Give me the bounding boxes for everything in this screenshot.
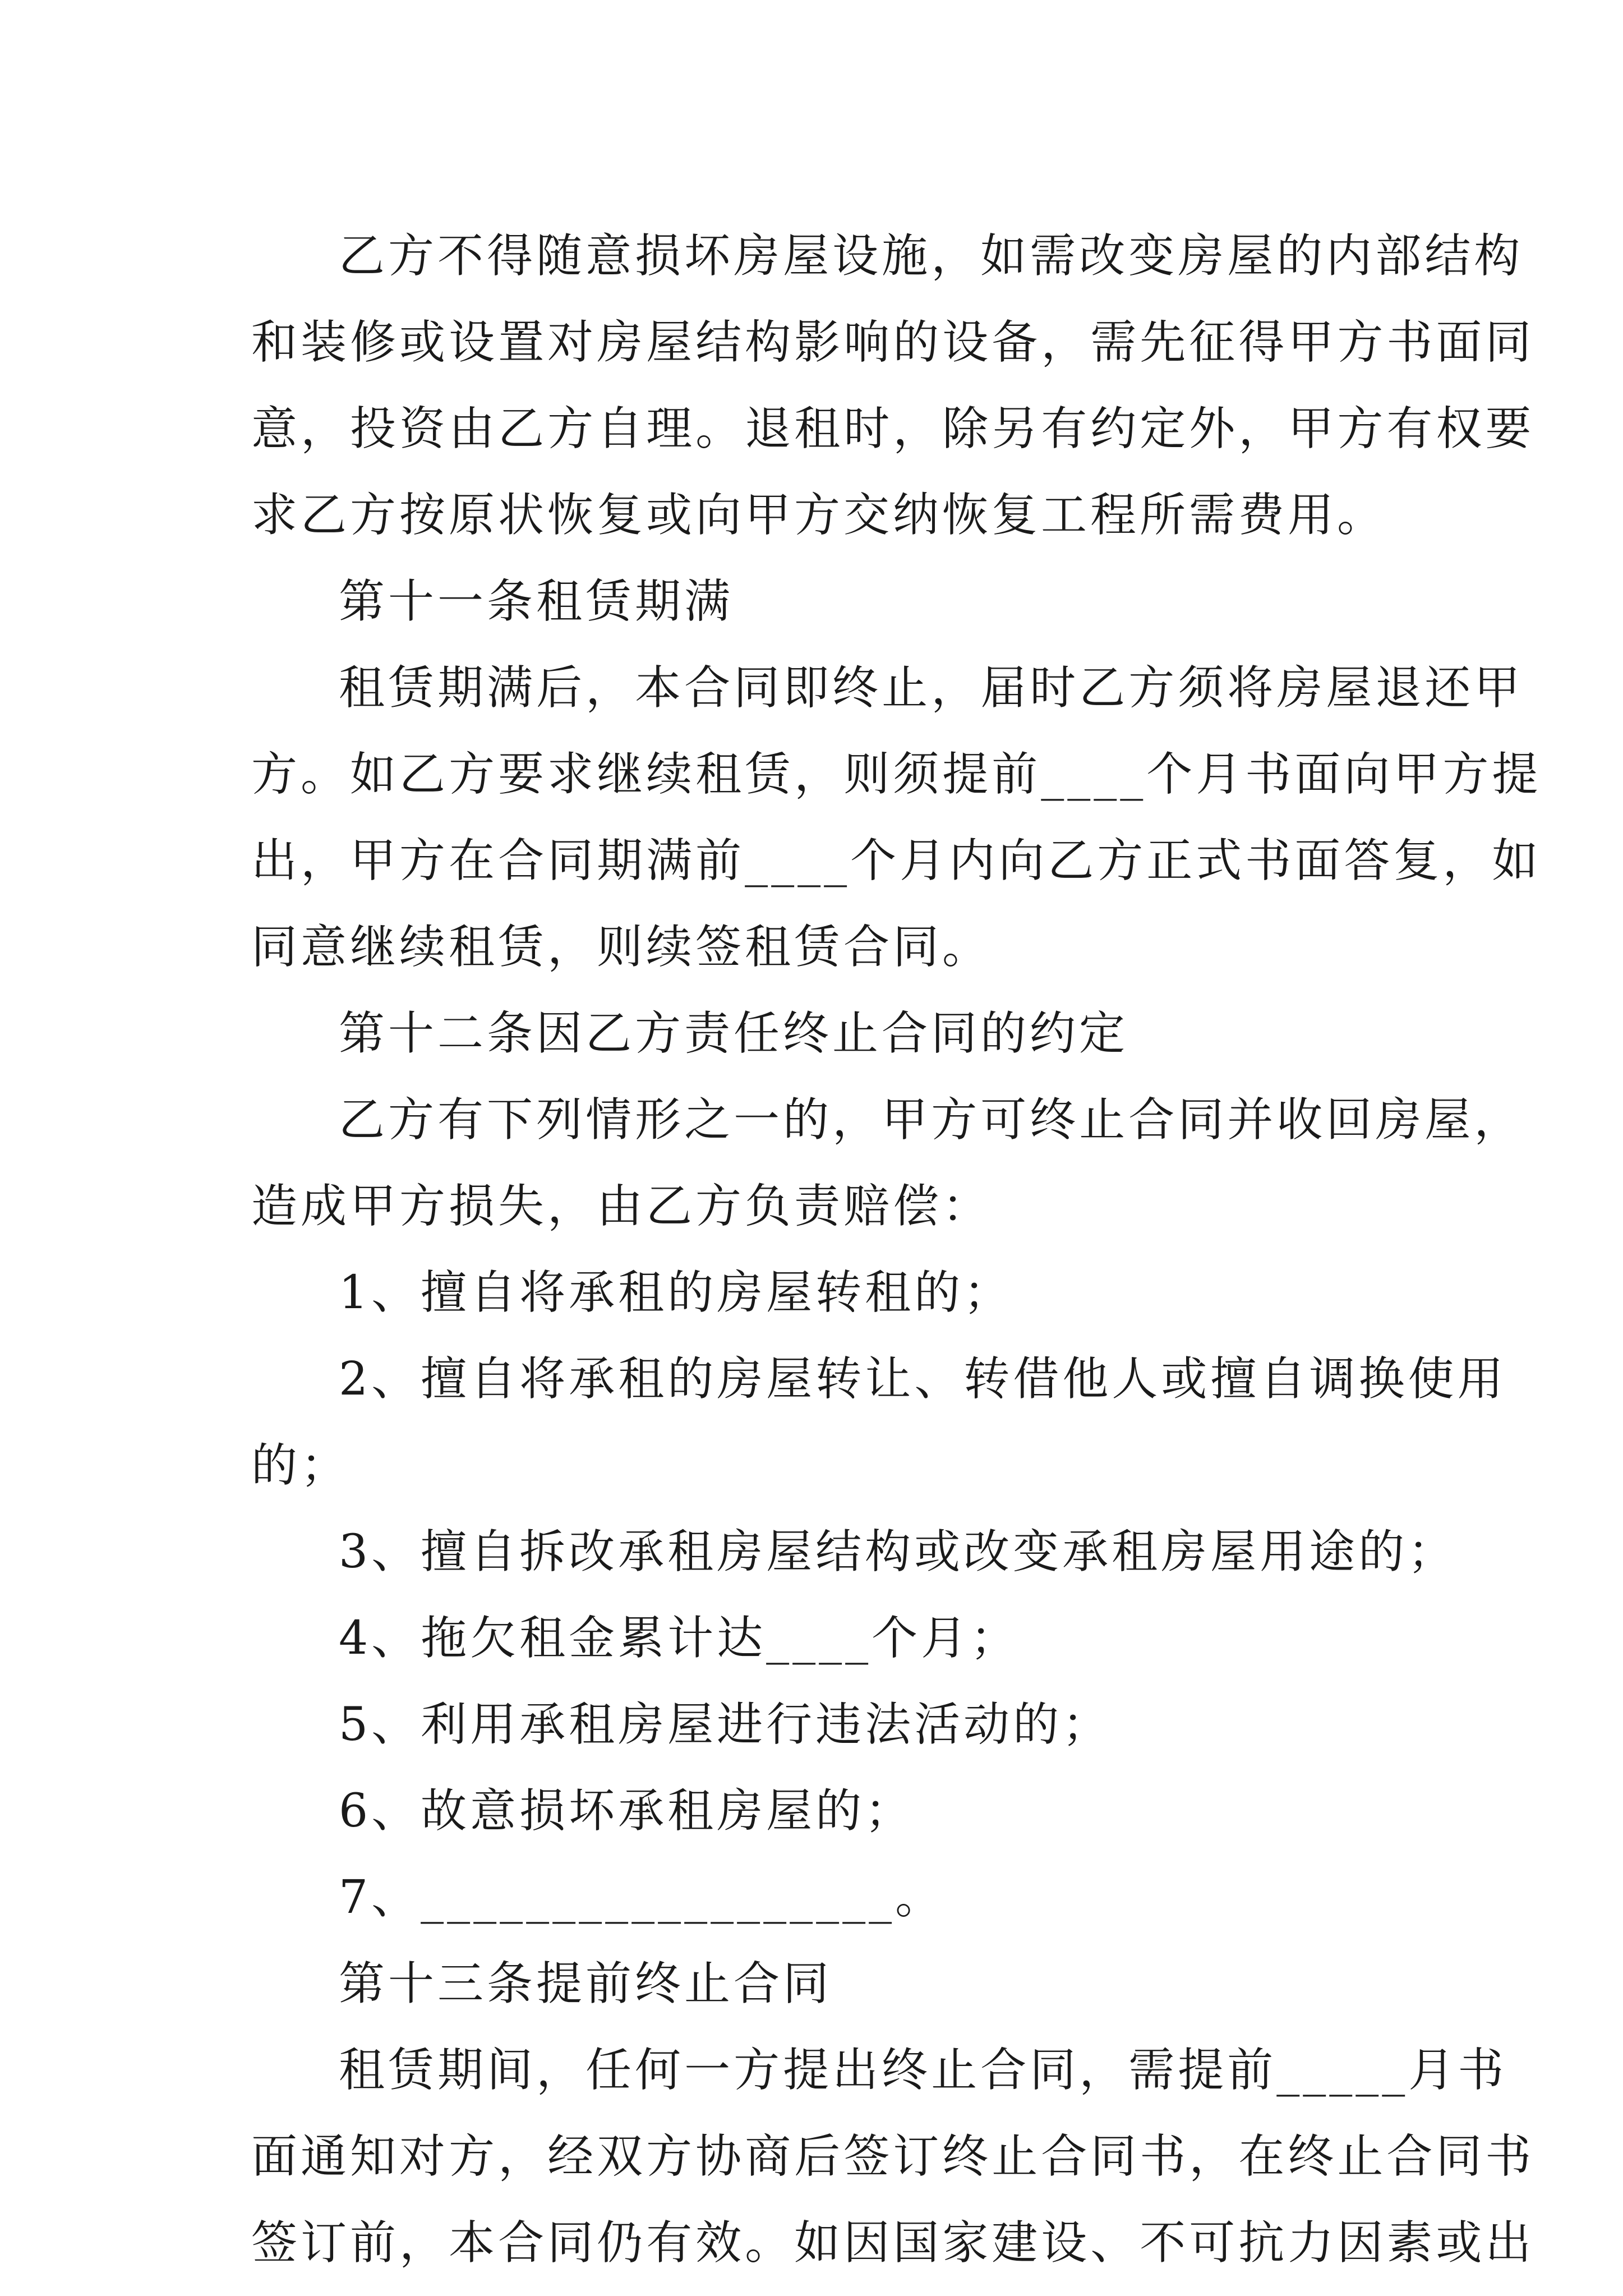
paragraph-line: 造成甲方损失，由乙方负责赔偿： — [251, 1180, 992, 1233]
list-item: 6、故意损坏承租房屋的； — [339, 1784, 915, 1838]
paragraph-line: 和 装 修 或 设 置 对 房 屋 结 构 影 响 的 设 备 ， 需 先 征 得 甲 方 书 面 同 — [251, 316, 1535, 369]
paragraph-line: 意 ， 投 资 由 乙 方 自 理 。 退 租 时 ， 除 另 有 约 定 外 ， 甲 方 有 权 要 — [251, 402, 1535, 455]
list-item-continuation: 的； — [251, 1439, 351, 1492]
section-heading: 第十二条因乙方责任终止合同的约定 — [339, 1007, 1129, 1060]
paragraph-line: 方 。 如 乙 方 要 求 继 续 租 赁 ， 则 须 提 前 ____ 个 月 书 面 向 甲 方 提 — [251, 748, 1542, 801]
document-page — [251, 213, 1542, 2286]
paragraph-line: 出 ， 甲 方 在 合 同 期 满 前 ____ 个 月 内 向 乙 方 正 式 书 面 答 复 ， 如 — [251, 834, 1542, 887]
paragraph-line: 租 赁 期 间 ， 任 何 一 方 提 出 终 止 合 同 ， 需 提 前 _____ 月 书 — [339, 2044, 1507, 2097]
list-item: 3、擅自拆改承租房屋结构或改变承租房屋用途的； — [339, 1525, 1458, 1579]
paragraph-line: 乙 方 不 得 随 意 损 坏 房 屋 设 施 ， 如 需 改 变 房 屋 的 内 部 结 构 — [339, 229, 1524, 283]
list-item: 5、利用承租房屋进行违法活动的； — [339, 1698, 1112, 1751]
section-heading: 第十三条提前终止合同 — [339, 1957, 833, 2010]
section-heading: 第十一条租赁期满 — [339, 575, 734, 628]
paragraph-line: 求乙方按原状恢复或向甲方交纳恢复工程所需费用。 — [251, 489, 1387, 542]
paragraph-line: 同意继续租赁，则续签租赁合同。 — [251, 921, 992, 974]
list-item: 4、拖欠租金累计达____个月； — [339, 1612, 1020, 1665]
paragraph-line: 乙 方 有 下 列 情 形 之 一 的 ， 甲 方 可 终 止 合 同 并 收 回 房 屋 ， — [339, 1093, 1524, 1147]
paragraph-line: 面 通 知 对 方 ， 经 双 方 协 商 后 签 订 终 止 合 同 书 ， 在 终 止 合 同 书 — [251, 2130, 1535, 2183]
list-item: 7、__________________。 — [339, 1871, 945, 1924]
paragraph-line: 签 订 前 ， 本 合 同 仍 有 效 。 如 因 国 家 建 设 、 不 可 抗 力 因 素 或 出 — [251, 2216, 1535, 2270]
list-item: 1、擅自将承租的房屋转租的； — [339, 1266, 1013, 1319]
list-item: 2 、 擅 自 将 承 租 的 房 屋 转 让 、 转 借 他 人 或 擅 自 调 换 使 用 — [339, 1352, 1507, 1406]
paragraph-line: 租 赁 期 满 后 ， 本 合 同 即 终 止 ， 届 时 乙 方 须 将 房 屋 退 还 甲 — [339, 661, 1524, 715]
